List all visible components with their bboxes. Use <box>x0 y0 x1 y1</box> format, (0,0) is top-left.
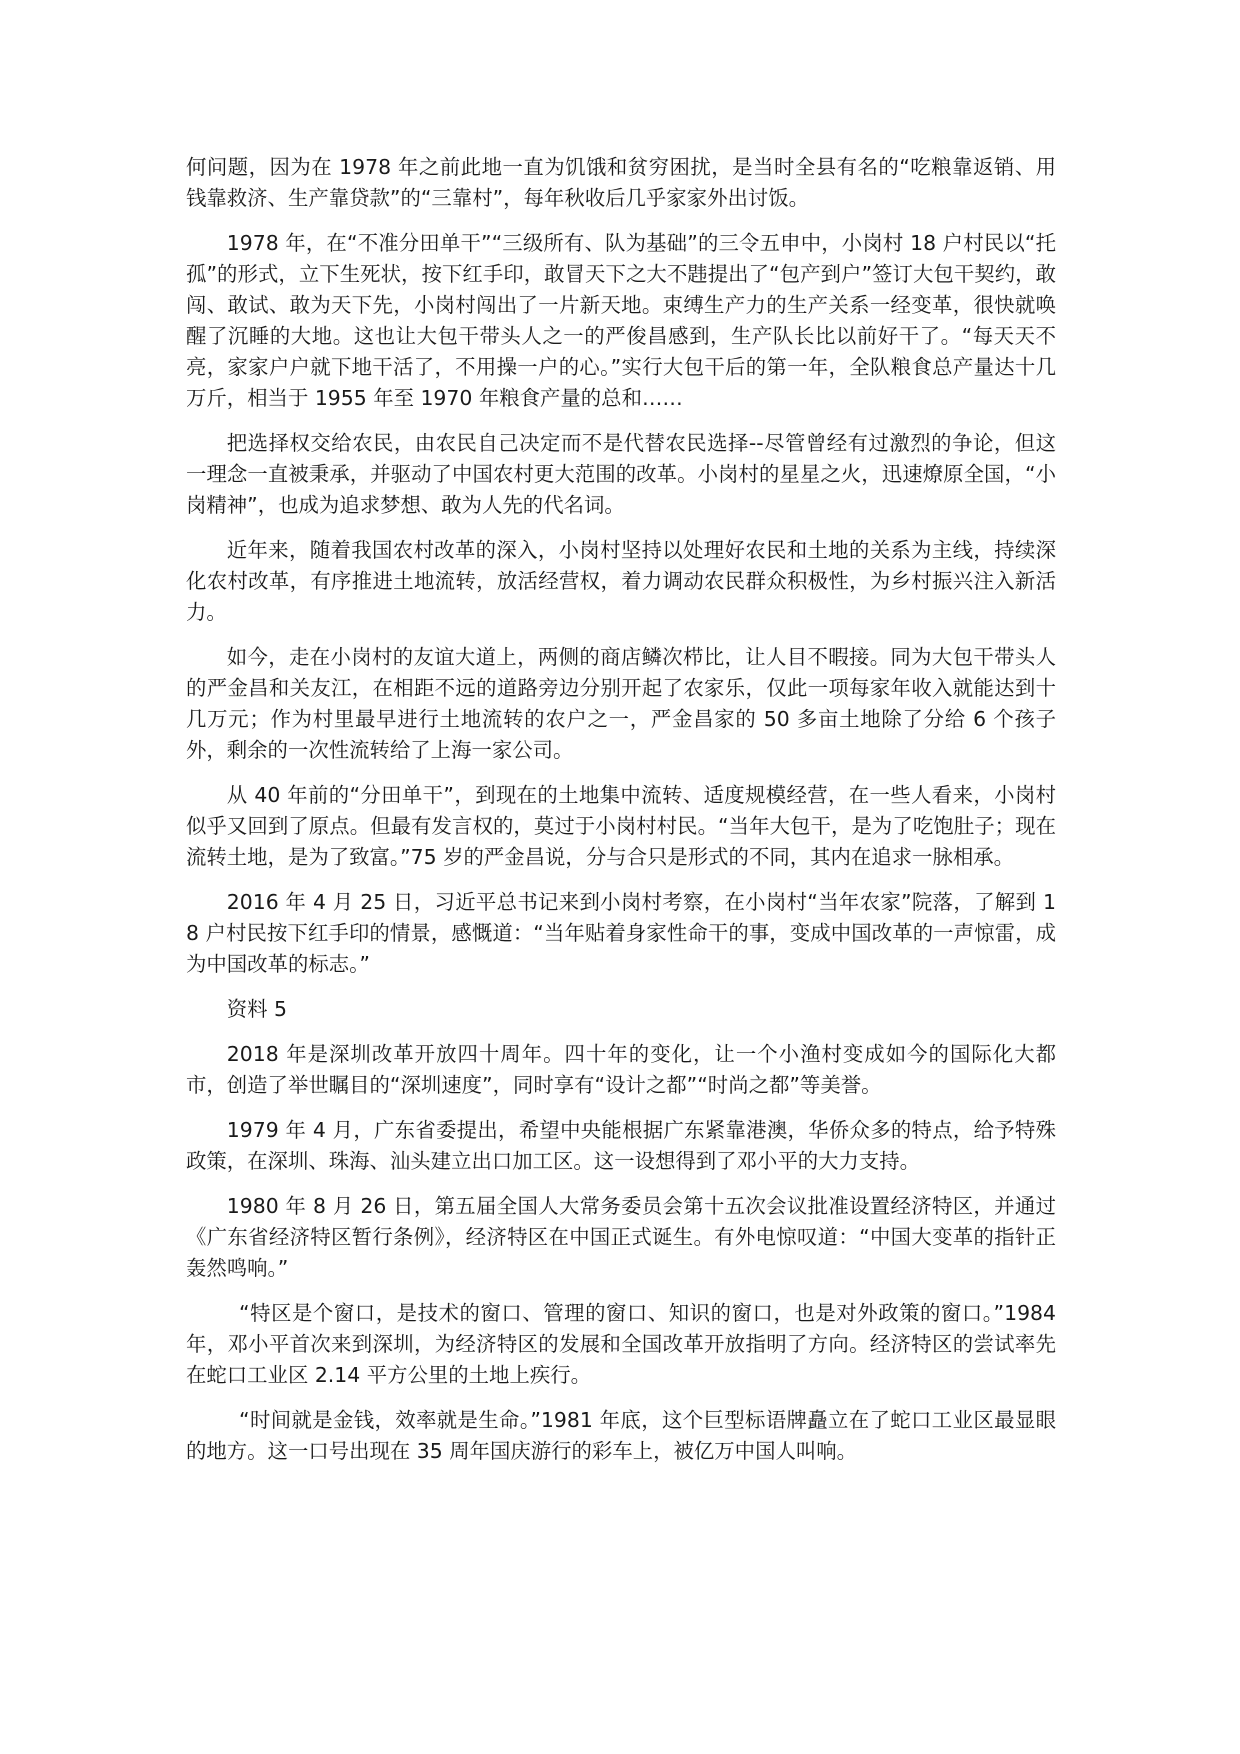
paragraph-2016-visit: 2016 年 4 月 25 日，习近平总书记来到小岗村考察，在小岗村“当年农家”院落，了解到 18 户村民按下红手印的情景，感慨道：“当年贴着身家性命干的事，变成中国改革的一声惊雷，成为中国改革的标志。” <box>186 890 1056 976</box>
section-heading-material-5: 资料 5 <box>226 997 288 1021</box>
paragraph-40-years: 从 40 年前的“分田单干”，到现在的土地集中流转、适度规模经营，在一些人看来，小岗村似乎又回到了原点。但最有发言权的，莫过于小岗村村民。“当年大包干，是为了吃饱肚子；现在流转土地，是为了致富。”75 岁的严金昌说，分与合只是形式的不同，其内在追求一脉相承。 <box>186 783 1056 869</box>
paragraph-time-is-money: “时间就是金钱，效率就是生命。”1981 年底，这个巨型标语牌矗立在了蛇口工业区最显眼的地方。这一口号出现在 35 周年国庆游行的彩车上，被亿万中国人叫响。 <box>186 1408 1056 1463</box>
paragraph-friendship-avenue: 如今，走在小岗村的友谊大道上，两侧的商店鳞次栉比，让人目不暇接。同为大包干带头人的严金昌和关友江，在相距不远的道路旁边分别开起了农家乐，仅此一项每家年收入就能达到十几万元；作为村里最早进行土地流转的农户之一，严金昌家的 50 多亩土地除了分给 6 个孩子外，剩余的一次性流转给了上海一家公司。 <box>186 645 1056 762</box>
paragraph-shenzhen-2018: 2018 年是深圳改革开放四十周年。四十年的变化，让一个小渔村变成如今的国际化大都市，创造了举世瞩目的“深圳速度”，同时享有“设计之都”“时尚之都”等美誉。 <box>186 1042 1056 1097</box>
paragraph-window-quote: “特区是个窗口，是技术的窗口、管理的窗口、知识的窗口，也是对外政策的窗口。”1984 年，邓小平首次来到深圳，为经济特区的发展和全国改革开放指明了方向。经济特区的尝试率先在蛇口工业区 2.14 平方公里的土地上疾行。 <box>186 1301 1056 1387</box>
paragraph-continuation: 何问题，因为在 1978 年之前此地一直为饥饿和贫穷困扰，是当时全县有名的“吃粮靠返销、用钱靠救济、生产靠贷款”的“三靠村”，每年秋收后几乎家家外出讨饭。 <box>186 155 1056 210</box>
paragraph-1980-august: 1980 年 8 月 26 日，第五届全国人大常务委员会第十五次会议批准设置经济特区，并通过《广东省经济特区暂行条例》，经济特区在中国正式诞生。有外电惊叹道：“中国大变革的指针正轰然鸣响。” <box>186 1194 1056 1280</box>
document-body <box>186 152 1056 1481</box>
paragraph-1978-contract: 1978 年，在“不准分田单干”“三级所有、队为基础”的三令五申中，小岗村 18 户村民以“托孤”的形式，立下生死状，按下红手印，敢冒天下之大不韪提出了“包产到户”签订大包干契约，敢闯、敢试、敢为天下先，小岗村闯出了一片新天地。束缚生产力的生产关系一经变革，很快就唤醒了沉睡的大地。这也让大包干带头人之一的严俊昌感到，生产队长比以前好干了。“每天天不亮，家家户户就下地干活了，不用操一户的心。”实行大包干后的第一年，全队粮食总产量达十几万斤，相当于 1955 年至 1970 年粮食产量的总和…… <box>186 231 1056 410</box>
paragraph-recent-reform: 近年来，随着我国农村改革的深入，小岗村坚持以处理好农民和土地的关系为主线，持续深化农村改革，有序推进土地流转，放活经营权，着力调动农民群众积极性，为乡村振兴注入新活力。 <box>186 538 1056 624</box>
paragraph-choice-to-farmers: 把选择权交给农民，由农民自己决定而不是代替农民选择--尽管曾经有过激烈的争论，但这一理念一直被秉承，并驱动了中国农村更大范围的改革。小岗村的星星之火，迅速燎原全国，“小岗精神”，也成为追求梦想、敢为人先的代名词。 <box>186 431 1056 517</box>
paragraph-1979-april: 1979 年 4 月，广东省委提出，希望中央能根据广东紧靠港澳，华侨众多的特点，给予特殊政策，在深圳、珠海、汕头建立出口加工区。这一设想得到了邓小平的大力支持。 <box>186 1118 1056 1173</box>
